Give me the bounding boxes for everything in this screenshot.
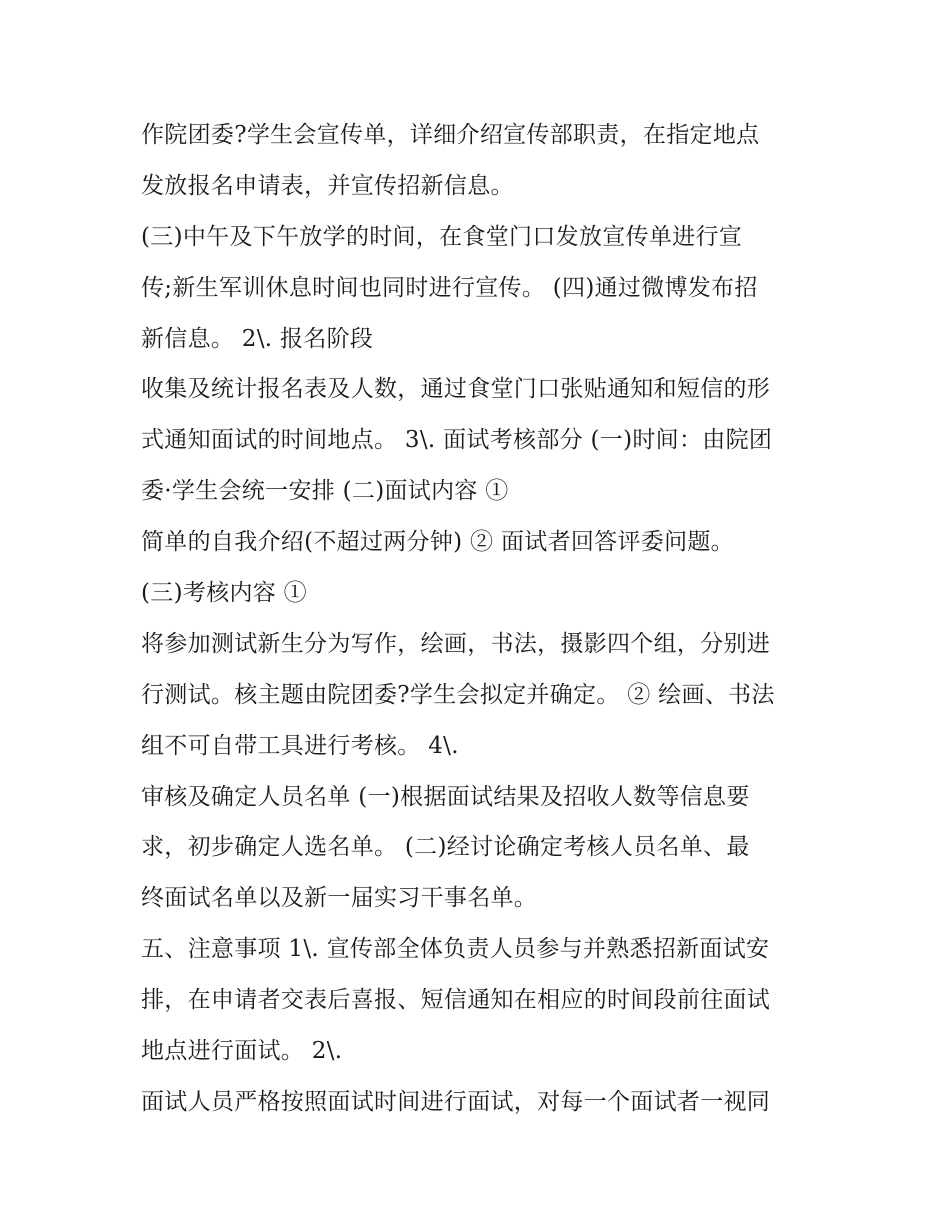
text-line: 发放报名申请表，并宣传招新信息。	[141, 172, 514, 199]
text-line: 新信息。 2\. 报名阶段	[141, 325, 374, 352]
text-line: 审核及确定人员名单 (一)根据面试结果及招收人数等信息要	[141, 783, 750, 810]
text-line: 式通知面试的时间地点。 3\. 面试考核部分 (一)时间：由院团	[141, 427, 773, 454]
text-line: 传;新生军训休息时间也同时进行宣传。 (四)通过微博发布招	[141, 274, 758, 301]
text-line: 五、注意事项 1\. 宣传部全体负责人员参与并熟悉招新面试安	[141, 936, 770, 963]
text-line: 面试人员严格按照面试时间进行面试，对每一个面试者一视同	[141, 1088, 771, 1115]
text-line: 收集及统计报名表及人数，通过食堂门口张贴通知和短信的形	[141, 376, 771, 403]
text-line: 求，初步确定人选名单。 (二)经讨论确定考核人员名单、最	[141, 834, 750, 861]
text-line: (三)中午及下午放学的时间，在食堂门口发放宣传单进行宣	[141, 223, 743, 250]
text-line: 作院团委?学生会宣传单，详细介绍宣传部职责，在指定地点	[141, 122, 760, 148]
text-line: 排，在申请者交表后喜报、短信通知在相应的时间段前往面试	[141, 987, 771, 1014]
document-body	[141, 110, 821, 1128]
text-line: 地点进行面试。 2\.	[141, 1038, 343, 1065]
text-line: 将参加测试新生分为写作，绘画，书法，摄影四个组，分别进	[141, 630, 771, 657]
text-line: (三)考核内容 ①	[141, 580, 307, 607]
text-line: 终面试名单以及新一届实习干事名单。	[141, 885, 538, 912]
text-line: 行测试。核主题由院团委?学生会拟定并确定。 ② 绘画、书法	[141, 681, 775, 708]
text-line: 委·学生会统一安排 (二)面试内容 ①	[141, 478, 509, 505]
text-line: 简单的自我介绍(不超过两分钟) ② 面试者回答评委问题。	[141, 529, 734, 556]
text-line: 组不可自带工具进行考核。 4\.	[141, 732, 459, 759]
